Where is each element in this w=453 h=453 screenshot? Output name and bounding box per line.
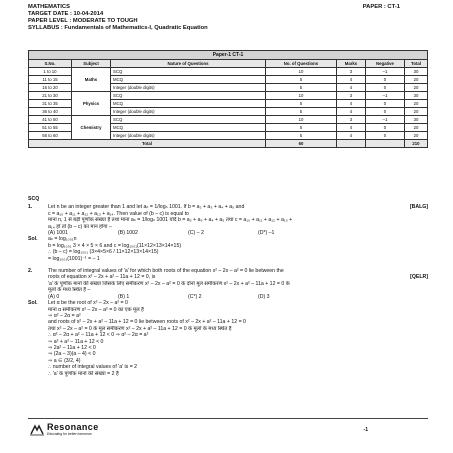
- table-cell: 5: [266, 124, 337, 132]
- question-text: The number of integral values of 'a' for which both roots of the equation x² – 2x – a² = 0 lie between the: [48, 268, 284, 275]
- table-cell: SCQ: [111, 116, 266, 124]
- table-cell: 30: [405, 116, 428, 124]
- table-cell: Integer (double digits): [111, 108, 266, 116]
- solution-text: तथा x² – 2x – a² = 0 के मूल समीकरण x² – 2x + a² – 11a + 12 = 0 के मूलों के मध्य स्थित है: [48, 325, 232, 332]
- table-cell: 30: [405, 68, 428, 76]
- table-cell: 10: [266, 116, 337, 124]
- paper-code: PAPER : CT-1: [362, 4, 400, 10]
- table-cell: 20: [405, 108, 428, 116]
- table-cell: 0: [366, 124, 405, 132]
- col-total: Total: [405, 60, 428, 68]
- table-cell: [366, 140, 405, 148]
- table-cell: Integer (double digits): [111, 132, 266, 140]
- table-cell: 5: [266, 108, 337, 116]
- solution-text: ∴ α² – 2α + a² – 11a + 12 < 0 ⇒ α² – 2α = a²: [48, 332, 149, 339]
- topic-tag: [QELR]: [410, 274, 428, 281]
- question-content: [28, 196, 428, 377]
- option-b: (B) 1: [118, 293, 130, 300]
- col-negative: Negative: [366, 60, 405, 68]
- table-cell: 4: [337, 132, 366, 140]
- table-cell: MCQ: [111, 124, 266, 132]
- solution-text: ⇒ α² – 2α = a²: [48, 312, 81, 319]
- table-cell: 20: [405, 100, 428, 108]
- question-number: 1.: [28, 204, 33, 211]
- solution-text: and roots of x² – 2x + a² – 11a + 12 = 0 lie between roots of x² – 2x + a² – 11a + 12 = 0: [48, 319, 246, 326]
- option-d: (D) 3: [258, 293, 270, 300]
- table-cell: 20: [405, 84, 428, 92]
- table-cell: 5: [266, 100, 337, 108]
- table-cell: 0: [366, 132, 405, 140]
- table-cell: 5: [266, 84, 337, 92]
- table-cell: 16 to 20: [29, 84, 72, 92]
- table-cell: [337, 140, 366, 148]
- table-cell: 4: [337, 84, 366, 92]
- total-questions: 60: [266, 140, 337, 148]
- table-cell: MCQ: [111, 100, 266, 108]
- paper-pattern-table: [28, 50, 428, 148]
- table-cell: SCQ: [111, 92, 266, 100]
- question-text: Let n be an integer greater than 1 and let aₙ = 1/logₙ 1001. If b = a₂ + a₃ + a₄ + a₅ and: [48, 204, 245, 211]
- question-text: 'a' के पूर्णांक मानों की संख्या जिसके लिए समीकरण x² – 2x – a² = 0 के दोनों मूल समीकरण x² – 2x + a² – 11a + 12 = 0 के: [48, 280, 290, 287]
- page-number: -1: [363, 427, 368, 433]
- table-total-row: [29, 140, 428, 148]
- table-cell: 5: [266, 132, 337, 140]
- logo-tagline: Educating for better tomorrow: [47, 432, 92, 436]
- table-cell: –1: [366, 68, 405, 76]
- table-cell: 4: [337, 100, 366, 108]
- option-a: (A) 1001: [48, 230, 68, 237]
- table-cell: 10: [266, 68, 337, 76]
- option-a: (A) 0: [48, 293, 60, 300]
- table-cell: 21 to 30: [29, 92, 72, 100]
- option-c: (C*) 2: [188, 293, 202, 300]
- col-nature: Nature of Questions: [111, 60, 266, 68]
- solution-text: माना α समीकरण x² – 2x – a² = 0 का एक मूल है: [48, 306, 144, 313]
- solution-label: Sol.: [28, 236, 38, 243]
- subject-cell-chemistry: Chemistry: [72, 116, 111, 140]
- table-row: [29, 92, 428, 100]
- solution-text: ⇒ a² + a² – 11a + 12 < 0: [48, 338, 104, 345]
- solution-text: ⇒ 2a² – 11a + 12 < 0: [48, 344, 96, 351]
- table-cell: 20: [405, 132, 428, 140]
- target-date: TARGET DATE : 10-04-2014: [28, 11, 104, 17]
- subject-heading: MATHEMATICS: [28, 4, 70, 10]
- table-title: Paper-1 CT-1: [29, 51, 428, 60]
- table-cell: 1 to 10: [29, 68, 72, 76]
- table-cell: 3: [337, 116, 366, 124]
- resonance-logo: [30, 423, 99, 436]
- solution-text: b = log₁₀₀₁ 3 × 4 × 5 × 6 and c = log₁₀₀₁(11×12×13×14×15): [48, 242, 182, 249]
- option-d: (D*) –1: [258, 230, 275, 237]
- solution-text: Let α be the root of x² – 2x – a² = 0: [48, 300, 128, 307]
- table-cell: 10: [266, 92, 337, 100]
- question-text: roots of equation x² – 2x + a² – 11a + 12 = 0, is: [48, 274, 156, 281]
- syllabus: SYLLABUS : Fundamentals of Mathematics-I, Quadratic Equation: [28, 25, 208, 31]
- table-cell: 20: [405, 124, 428, 132]
- question-text: मूलों के मध्य स्थित है –: [48, 287, 91, 294]
- col-sno: S.No.: [29, 60, 72, 68]
- question-number: 2.: [28, 268, 33, 275]
- total-marks: 210: [405, 140, 428, 148]
- table-cell: –1: [366, 92, 405, 100]
- table-cell: 5: [266, 76, 337, 84]
- table-row: [29, 116, 428, 124]
- section-heading: SCQ: [28, 196, 40, 202]
- solution-line: [28, 371, 428, 377]
- table-cell: 3: [337, 92, 366, 100]
- question-text: a₁₄ हो तो (b – c) का मान होगा –: [48, 223, 112, 230]
- option-b: (B) 1002: [118, 230, 138, 237]
- table-cell: 0: [366, 100, 405, 108]
- table-cell: 36 to 40: [29, 108, 72, 116]
- table-cell: 56 to 60: [29, 132, 72, 140]
- solution-label: Sol.: [28, 300, 38, 307]
- total-label: Total: [29, 140, 266, 148]
- solution-text: ⇒ a ∈ (3/2, 4): [48, 357, 81, 364]
- table-cell: 11 to 15: [29, 76, 72, 84]
- paper-level: PAPER LEVEL : MODERATE TO TOUGH: [28, 18, 138, 24]
- table-cell: 4: [337, 108, 366, 116]
- option-c: (C) – 2: [188, 230, 204, 237]
- col-subject: Subject: [72, 60, 111, 68]
- solution-text: ∴ 'a' के पूर्णांक मानों की संख्या = 2 है: [48, 370, 119, 377]
- table-cell: 51 to 55: [29, 124, 72, 132]
- table-cell: SCQ: [111, 68, 266, 76]
- table-cell: 4: [337, 124, 366, 132]
- solution-line: [28, 256, 428, 262]
- solution-text: ∴ number of integral values of 'a' is = 2: [48, 364, 138, 371]
- resonance-logo-icon: [30, 424, 44, 436]
- table-row: [29, 68, 428, 76]
- question-text: c = a₁₀ + a₁₁ + a₁₂ + a₁₃ + a₁₄. Then value of (b – c) is equal to: [48, 210, 189, 217]
- solution-text: = log₁₀₀₁(1001)⁻¹ = – 1: [48, 255, 100, 262]
- table-cell: 30: [405, 92, 428, 100]
- col-marks: Marks: [337, 60, 366, 68]
- solution-text: aₙ = log₁₀₀₁n: [48, 236, 77, 243]
- table-cell: 3: [337, 68, 366, 76]
- table-header-row: [29, 60, 428, 68]
- table-cell: Integer (double digits): [111, 84, 266, 92]
- logo-name: Resonance: [47, 422, 99, 432]
- table-cell: 0: [366, 76, 405, 84]
- subject-cell-physics: Physics: [72, 92, 111, 116]
- page-footer: [28, 418, 428, 441]
- table-cell: 31 to 35: [29, 100, 72, 108]
- table-cell: 4: [337, 76, 366, 84]
- question-text: माना n, 1 से बड़ी पूर्णांक संख्या है तथा माना aₙ = 1/logₙ 1001 यदि b = a₂ + a₃ + a₄ + a₅ तथा c = a₁₀ + a₁₁ + a₁₂ + a₁₃ +: [48, 217, 293, 224]
- subject-cell-maths: Maths: [72, 68, 111, 92]
- topic-tag: [BALG]: [409, 204, 428, 211]
- table-cell: –1: [366, 116, 405, 124]
- solution-text: ∴ (b – c) = log₁₀₀₁ (3×4×5×6 / 11×12×13×14×15): [48, 249, 159, 256]
- table-cell: MCQ: [111, 76, 266, 84]
- table-cell: 0: [366, 108, 405, 116]
- paper-header: [28, 4, 428, 32]
- col-no-of-questions: No. of Questions: [266, 60, 337, 68]
- table-cell: 41 to 50: [29, 116, 72, 124]
- table-cell: 20: [405, 76, 428, 84]
- solution-text: ⇒ (2a – 3)(a – 4) < 0: [48, 351, 96, 358]
- table-cell: 0: [366, 84, 405, 92]
